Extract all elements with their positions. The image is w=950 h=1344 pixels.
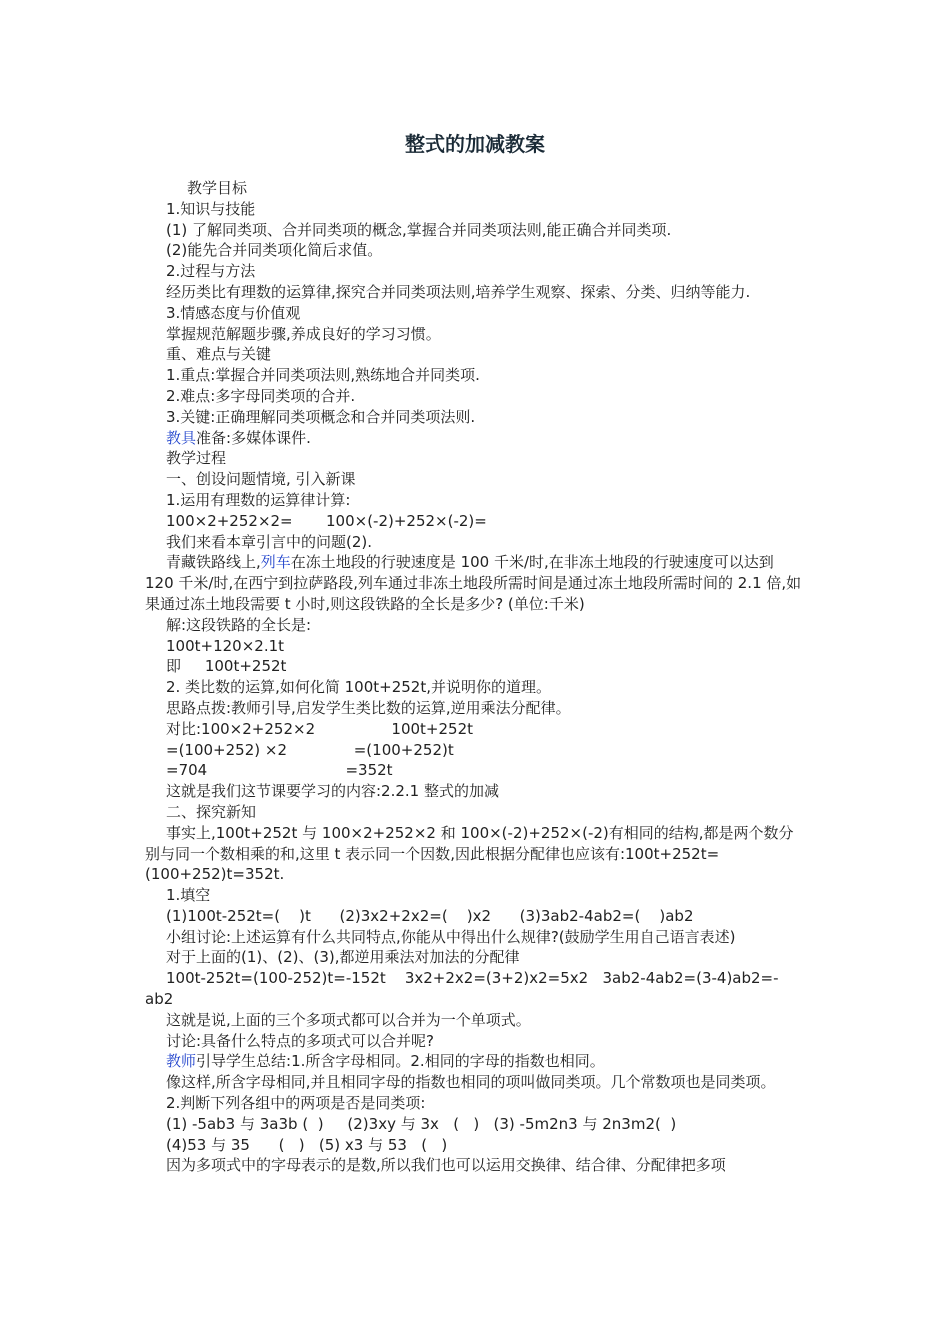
paragraph: [145, 344, 805, 365]
paragraph-text: 1.运用有理数的运算律计算:: [166, 490, 351, 509]
paragraph: [145, 698, 805, 719]
paragraph: [145, 407, 805, 428]
paragraph-text: (1) 了解同类项、合并同类项的概念,掌握合并同类项法则,能正确合并同类项.: [166, 220, 672, 239]
paragraph: [145, 947, 805, 968]
paragraph-text: 准备:多媒体课件.: [196, 428, 311, 447]
paragraph: [145, 927, 805, 948]
paragraph: [145, 448, 805, 469]
paragraph-text: (2)能先合并同类项化简后求值。: [166, 241, 383, 260]
paragraph-text: 因为多项式中的字母表示的是数,所以我们也可以运用交换律、结合律、分配律把多项: [166, 1156, 726, 1175]
paragraph: [145, 282, 805, 303]
paragraph: [145, 760, 805, 781]
paragraph-text: 对于上面的(1)、(2)、(3),都逆用乘法对加法的分配律: [166, 948, 520, 967]
paragraph-text: 掌握规范解题步骤,养成良好的学习习惯。: [166, 324, 441, 343]
paragraph-text: 100t+120×2.1t: [166, 636, 285, 655]
paragraph: [145, 552, 805, 614]
paragraph-text: (4)53 与 35 ( ) (5) x3 与 53 ( ): [166, 1135, 448, 1154]
document-body: [145, 178, 805, 1176]
paragraph: [145, 636, 805, 657]
paragraph: [145, 1051, 805, 1072]
paragraph: [145, 511, 805, 532]
paragraph: [145, 781, 805, 802]
paragraph-text: 我们来看本章引言中的问题(2).: [166, 532, 373, 551]
paragraph-text: 讨论:具备什么特点的多项式可以合并呢?: [166, 1031, 435, 1050]
paragraph: [145, 1072, 805, 1093]
paragraph-text: 二、探究新知: [166, 802, 257, 821]
paragraph-text: 3.情感态度与价值观: [166, 303, 301, 322]
inline-link[interactable]: 教师: [166, 1052, 197, 1071]
paragraph-text: 一、创设问题情境, 引入新课: [166, 470, 356, 489]
paragraph-text: 像这样,所含字母相同,并且相同字母的指数也相同的项叫做同类项。几个常数项也是同类项。: [166, 1073, 776, 1092]
paragraph: [145, 303, 805, 324]
paragraph: [145, 1135, 805, 1156]
paragraph-text: 1.填空: [166, 886, 211, 905]
paragraph-text: 小组讨论:上述运算有什么共同特点,你能从中得出什么规律?(鼓励学生用自己语言表述): [166, 927, 736, 946]
paragraph-text: 1.重点:掌握合并同类项法则,熟练地合并同类项.: [166, 366, 480, 385]
paragraph: [145, 885, 805, 906]
paragraph: [145, 428, 805, 449]
paragraph-text: (1) -5ab3 与 3a3b ( ) (2)3xy 与 3x ( ) (3) -5m2n3 与 2n3m2( ): [166, 1114, 677, 1133]
paragraph-text: 教学过程: [166, 449, 227, 468]
paragraph: [145, 199, 805, 220]
paragraph: [145, 719, 805, 740]
paragraph-text: 2.判断下列各组中的两项是否是同类项:: [166, 1094, 426, 1113]
paragraph: [145, 968, 805, 1010]
paragraph-text: 2. 类比数的运算,如何化简 100t+252t,并说明你的道理。: [166, 678, 551, 697]
paragraph-text: 100t-252t=(100-252)t=-152t 3x2+2x2=(3+2)x2=5x2 3ab2-4ab2=(3-4)ab2=-ab2: [145, 969, 779, 1009]
paragraph-text: 这就是说,上面的三个多项式都可以合并为一个单项式。: [166, 1010, 531, 1029]
paragraph-text: 即 100t+252t: [166, 657, 287, 676]
paragraph-text: 对比:100×2+252×2 100t+252t: [166, 719, 473, 738]
paragraph: [145, 1155, 805, 1176]
paragraph-text: 重、难点与关键: [166, 345, 272, 364]
inline-link[interactable]: 列车: [260, 553, 291, 572]
paragraph-text: 这就是我们这节课要学习的内容:2.2.1 整式的加减: [166, 782, 499, 801]
paragraph-text: 2.难点:多字母同类项的合并.: [166, 386, 356, 405]
paragraph: [145, 324, 805, 345]
paragraph-text: 事实上,100t+252t 与 100×2+252×2 和 100×(-2)+252×(-2)有相同的结构,都是两个数分别与同一个数相乘的和,这里 t 表示同一个因数,因此根据分配律也应该有:100t+252t=(100+252)t=352t.: [145, 823, 794, 884]
paragraph: [145, 906, 805, 927]
inline-link[interactable]: 教具: [166, 428, 197, 447]
paragraph: [145, 656, 805, 677]
paragraph-text: 1.知识与技能: [166, 199, 256, 218]
paragraph: [145, 386, 805, 407]
paragraph-text: 在冻土地段的行驶速度是 100 千米/时,在非冻土地段的行驶速度可以达到 120 千米/时,在西宁到拉萨路段,列车通过非冻土地段所需时间是通过冻土地段所需时间的 2.1 倍,如果通过冻土地段需要 t 小时,则这段铁路的全长是多少? (单位:千米): [145, 553, 802, 613]
paragraph-text: 100×2+252×2= 100×(-2)+252×(-2)=: [166, 511, 487, 530]
paragraph: [145, 740, 805, 761]
paragraph-text: 引导学生总结:1.所含字母相同。2.相同的字母的指数也相同。: [196, 1052, 605, 1071]
paragraph: [145, 1093, 805, 1114]
paragraph-text: (1)100t-252t=( )t (2)3x2+2x2=( )x2 (3)3ab2-4ab2=( )ab2: [166, 906, 694, 925]
paragraph: [145, 677, 805, 698]
paragraph: [145, 178, 805, 199]
paragraph-text: =(100+252) ×2 =(100+252)t: [166, 740, 454, 759]
paragraph-text: 解:这段铁路的全长是:: [166, 615, 312, 634]
paragraph: [145, 1031, 805, 1052]
paragraph-text: 教学目标: [187, 179, 248, 197]
paragraph: [145, 490, 805, 511]
paragraph: [145, 220, 805, 241]
paragraph-text: =704 =352t: [166, 761, 393, 780]
paragraph: [145, 615, 805, 636]
paragraph: [145, 240, 805, 261]
paragraph: [145, 532, 805, 553]
paragraph: [145, 1114, 805, 1135]
paragraph-text: 3.关键:正确理解同类项概念和合并同类项法则.: [166, 407, 476, 426]
paragraph-text: 2.过程与方法: [166, 262, 256, 281]
paragraph: [145, 469, 805, 490]
paragraph-text: 思路点拨:教师引导,启发学生类比数的运算,逆用乘法分配律。: [166, 698, 571, 717]
paragraph-prefix: 青藏铁路线上,: [166, 553, 261, 572]
paragraph-text: 经历类比有理数的运算律,探究合并同类项法则,培养学生观察、探索、分类、归纳等能力.: [166, 282, 751, 301]
paragraph: [145, 823, 805, 885]
paragraph: [145, 802, 805, 823]
paragraph: [145, 365, 805, 386]
page-title: 整式的加减教案: [405, 132, 545, 156]
paragraph: [145, 1010, 805, 1031]
paragraph: [145, 261, 805, 282]
